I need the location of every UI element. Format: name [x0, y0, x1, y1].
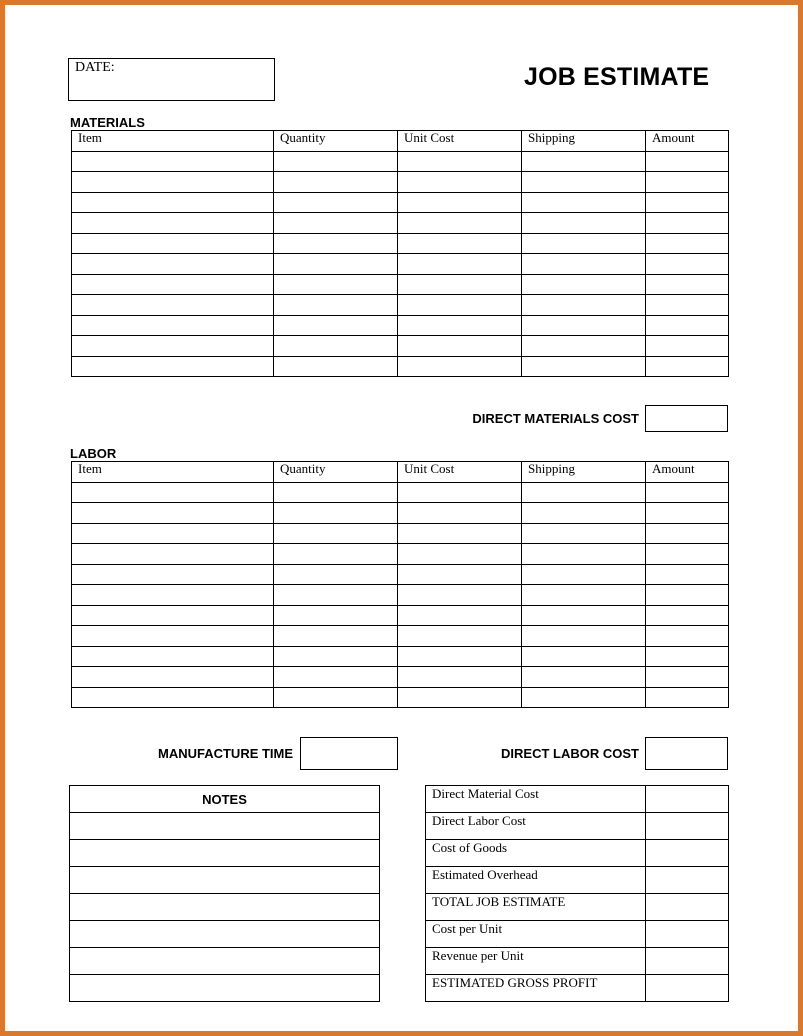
- labor-cell-unit-cost[interactable]: [398, 564, 522, 585]
- materials-cell-amount[interactable]: [646, 151, 729, 172]
- summary-row: [426, 867, 729, 894]
- materials-cell-unit-cost[interactable]: [398, 274, 522, 295]
- notes-line-field[interactable]: [70, 813, 380, 840]
- materials-cell-shipping[interactable]: [522, 336, 646, 357]
- labor-cell-unit-cost[interactable]: [398, 585, 522, 606]
- notes-table: [69, 785, 380, 1002]
- labor-row: [72, 564, 729, 585]
- notes-line: [70, 975, 380, 1002]
- labor-cell-quantity[interactable]: [274, 503, 398, 524]
- labor-cell-item[interactable]: [72, 667, 274, 688]
- labor-cell-quantity[interactable]: [274, 646, 398, 667]
- summary-value-field[interactable]: [646, 786, 729, 813]
- notes-line: [70, 867, 380, 894]
- labor-cell-item[interactable]: [72, 605, 274, 626]
- labor-row: [72, 626, 729, 647]
- materials-row: [72, 356, 729, 377]
- labor-cell-amount[interactable]: [646, 482, 729, 503]
- materials-row: [72, 213, 729, 234]
- labor-cell-item[interactable]: [72, 482, 274, 503]
- labor-cell-amount[interactable]: [646, 585, 729, 606]
- labor-cell-unit-cost[interactable]: [398, 626, 522, 647]
- materials-cell-amount[interactable]: [646, 233, 729, 254]
- labor-cell-item[interactable]: [72, 564, 274, 585]
- materials-cell-amount[interactable]: [646, 172, 729, 193]
- materials-cell-unit-cost[interactable]: [398, 172, 522, 193]
- materials-row: [72, 295, 729, 316]
- materials-cell-shipping[interactable]: [522, 315, 646, 336]
- labor-row: [72, 523, 729, 544]
- materials-cell-shipping[interactable]: [522, 274, 646, 295]
- notes-line-field[interactable]: [70, 867, 380, 894]
- labor-col-quantity: Quantity: [274, 462, 398, 483]
- materials-col-unit-cost: Unit Cost: [398, 131, 522, 152]
- materials-row: [72, 254, 729, 275]
- materials-table: [71, 130, 729, 377]
- labor-cell-item[interactable]: [72, 523, 274, 544]
- labor-cell-shipping[interactable]: [522, 626, 646, 647]
- labor-row: [72, 646, 729, 667]
- summary-row: [426, 894, 729, 921]
- notes-line: [70, 921, 380, 948]
- labor-col-shipping: Shipping: [522, 462, 646, 483]
- materials-row: [72, 274, 729, 295]
- materials-cell-shipping[interactable]: [522, 213, 646, 234]
- notes-line: [70, 813, 380, 840]
- labor-cell-amount[interactable]: [646, 503, 729, 524]
- materials-cell-unit-cost[interactable]: [398, 315, 522, 336]
- direct-labor-cost-field[interactable]: [645, 737, 728, 770]
- labor-cell-item[interactable]: [72, 585, 274, 606]
- materials-col-shipping: Shipping: [522, 131, 646, 152]
- notes-line-field[interactable]: [70, 948, 380, 975]
- labor-cell-unit-cost[interactable]: [398, 687, 522, 708]
- labor-cell-quantity[interactable]: [274, 585, 398, 606]
- materials-cell-unit-cost[interactable]: [398, 213, 522, 234]
- direct-labor-cost-label: DIRECT LABOR COST: [501, 746, 639, 761]
- materials-cell-item[interactable]: [72, 295, 274, 316]
- labor-cell-item[interactable]: [72, 687, 274, 708]
- summary-label: ESTIMATED GROSS PROFIT: [426, 975, 646, 1002]
- labor-row: [72, 687, 729, 708]
- labor-cell-amount[interactable]: [646, 523, 729, 544]
- direct-materials-cost-field[interactable]: [645, 405, 728, 432]
- labor-cell-item[interactable]: [72, 646, 274, 667]
- materials-cell-item[interactable]: [72, 274, 274, 295]
- notes-line: [70, 840, 380, 867]
- summary-label: Estimated Overhead: [426, 867, 646, 894]
- date-label: DATE:: [75, 60, 115, 75]
- summary-label: Direct Material Cost: [426, 786, 646, 813]
- summary-value-field[interactable]: [646, 813, 729, 840]
- labor-cell-unit-cost[interactable]: [398, 503, 522, 524]
- labor-cell-unit-cost[interactable]: [398, 667, 522, 688]
- materials-cell-shipping[interactable]: [522, 254, 646, 275]
- materials-row: [72, 172, 729, 193]
- labor-cell-unit-cost[interactable]: [398, 544, 522, 565]
- date-field[interactable]: [68, 58, 275, 101]
- materials-cell-item[interactable]: [72, 315, 274, 336]
- notes-header-row: [70, 786, 380, 813]
- materials-cell-quantity[interactable]: [274, 213, 398, 234]
- labor-row: [72, 503, 729, 524]
- materials-cell-unit-cost[interactable]: [398, 192, 522, 213]
- materials-cell-amount[interactable]: [646, 336, 729, 357]
- summary-label: TOTAL JOB ESTIMATE: [426, 894, 646, 921]
- summary-value-field[interactable]: [646, 948, 729, 975]
- summary-row: [426, 975, 729, 1002]
- labor-cell-shipping[interactable]: [522, 503, 646, 524]
- labor-cell-shipping[interactable]: [522, 605, 646, 626]
- materials-cell-unit-cost[interactable]: [398, 295, 522, 316]
- labor-cell-amount[interactable]: [646, 605, 729, 626]
- summary-value-field[interactable]: [646, 894, 729, 921]
- labor-row: [72, 605, 729, 626]
- labor-cell-amount[interactable]: [646, 646, 729, 667]
- materials-cell-unit-cost[interactable]: [398, 336, 522, 357]
- labor-row: [72, 544, 729, 565]
- materials-cell-quantity[interactable]: [274, 192, 398, 213]
- materials-cell-item[interactable]: [72, 172, 274, 193]
- materials-cell-quantity[interactable]: [274, 172, 398, 193]
- manufacture-time-field[interactable]: [300, 737, 398, 770]
- materials-col-item: Item: [72, 131, 274, 152]
- labor-row: [72, 482, 729, 503]
- materials-cell-item[interactable]: [72, 233, 274, 254]
- labor-cell-unit-cost[interactable]: [398, 523, 522, 544]
- labor-cell-shipping[interactable]: [522, 544, 646, 565]
- summary-value-field[interactable]: [646, 840, 729, 867]
- labor-cell-item[interactable]: [72, 544, 274, 565]
- materials-cell-shipping[interactable]: [522, 356, 646, 377]
- materials-cell-amount[interactable]: [646, 192, 729, 213]
- labor-cell-unit-cost[interactable]: [398, 605, 522, 626]
- labor-cell-amount[interactable]: [646, 564, 729, 585]
- summary-table: [425, 785, 729, 1002]
- materials-cell-shipping[interactable]: [522, 233, 646, 254]
- materials-cell-amount[interactable]: [646, 356, 729, 377]
- materials-cell-shipping[interactable]: [522, 172, 646, 193]
- direct-materials-cost-label: DIRECT MATERIALS COST: [472, 411, 639, 426]
- labor-cell-shipping[interactable]: [522, 564, 646, 585]
- labor-cell-amount[interactable]: [646, 544, 729, 565]
- summary-row: [426, 786, 729, 813]
- labor-cell-shipping[interactable]: [522, 482, 646, 503]
- form-title: JOB ESTIMATE: [524, 63, 710, 91]
- materials-cell-quantity[interactable]: [274, 315, 398, 336]
- job-estimate-form: [5, 5, 798, 1031]
- materials-cell-item[interactable]: [72, 356, 274, 377]
- labor-cell-shipping[interactable]: [522, 523, 646, 544]
- materials-cell-item[interactable]: [72, 336, 274, 357]
- materials-cell-amount[interactable]: [646, 315, 729, 336]
- summary-row: [426, 948, 729, 975]
- labor-cell-item[interactable]: [72, 626, 274, 647]
- materials-cell-quantity[interactable]: [274, 254, 398, 275]
- materials-row: [72, 315, 729, 336]
- materials-cell-shipping[interactable]: [522, 295, 646, 316]
- summary-label: Revenue per Unit: [426, 948, 646, 975]
- labor-col-unit-cost: Unit Cost: [398, 462, 522, 483]
- summary-label: Cost per Unit: [426, 921, 646, 948]
- materials-row: [72, 233, 729, 254]
- summary-row: [426, 921, 729, 948]
- labor-cell-quantity[interactable]: [274, 667, 398, 688]
- labor-cell-quantity[interactable]: [274, 605, 398, 626]
- materials-cell-amount[interactable]: [646, 295, 729, 316]
- materials-cell-amount[interactable]: [646, 213, 729, 234]
- materials-cell-quantity[interactable]: [274, 233, 398, 254]
- notes-line-field[interactable]: [70, 894, 380, 921]
- materials-cell-item[interactable]: [72, 192, 274, 213]
- labor-cell-amount[interactable]: [646, 626, 729, 647]
- materials-cell-quantity[interactable]: [274, 295, 398, 316]
- summary-value-field[interactable]: [646, 921, 729, 948]
- materials-col-amount: Amount: [646, 131, 729, 152]
- labor-cell-item[interactable]: [72, 503, 274, 524]
- summary-row: [426, 813, 729, 840]
- summary-value-field[interactable]: [646, 975, 729, 1002]
- materials-cell-shipping[interactable]: [522, 151, 646, 172]
- labor-cell-amount[interactable]: [646, 687, 729, 708]
- labor-row: [72, 585, 729, 606]
- labor-cell-quantity[interactable]: [274, 482, 398, 503]
- materials-cell-unit-cost[interactable]: [398, 233, 522, 254]
- materials-row: [72, 151, 729, 172]
- notes-line: [70, 894, 380, 921]
- notes-line-field[interactable]: [70, 840, 380, 867]
- labor-heading: LABOR: [70, 446, 117, 461]
- summary-value-field[interactable]: [646, 867, 729, 894]
- labor-cell-quantity[interactable]: [274, 626, 398, 647]
- notes-line-field[interactable]: [70, 975, 380, 1002]
- materials-cell-quantity[interactable]: [274, 151, 398, 172]
- labor-cell-shipping[interactable]: [522, 667, 646, 688]
- materials-cell-item[interactable]: [72, 151, 274, 172]
- notes-line: [70, 948, 380, 975]
- materials-heading: MATERIALS: [70, 115, 145, 130]
- labor-cell-unit-cost[interactable]: [398, 482, 522, 503]
- materials-header-row: [72, 131, 729, 152]
- labor-cell-quantity[interactable]: [274, 564, 398, 585]
- labor-row: [72, 667, 729, 688]
- materials-row: [72, 336, 729, 357]
- labor-col-amount: Amount: [646, 462, 729, 483]
- labor-cell-unit-cost[interactable]: [398, 646, 522, 667]
- labor-col-item: Item: [72, 462, 274, 483]
- materials-cell-amount[interactable]: [646, 254, 729, 275]
- labor-cell-amount[interactable]: [646, 667, 729, 688]
- materials-cell-quantity[interactable]: [274, 356, 398, 377]
- notes-heading: NOTES: [70, 786, 380, 813]
- materials-cell-unit-cost[interactable]: [398, 151, 522, 172]
- labor-cell-quantity[interactable]: [274, 523, 398, 544]
- notes-line-field[interactable]: [70, 921, 380, 948]
- summary-label: Direct Labor Cost: [426, 813, 646, 840]
- labor-cell-shipping[interactable]: [522, 585, 646, 606]
- labor-table: [71, 461, 729, 708]
- materials-cell-unit-cost[interactable]: [398, 254, 522, 275]
- summary-row: [426, 840, 729, 867]
- materials-cell-shipping[interactable]: [522, 192, 646, 213]
- labor-cell-shipping[interactable]: [522, 646, 646, 667]
- labor-cell-quantity[interactable]: [274, 687, 398, 708]
- labor-cell-shipping[interactable]: [522, 687, 646, 708]
- manufacture-time-label: MANUFACTURE TIME: [158, 746, 294, 761]
- labor-header-row: [72, 462, 729, 483]
- materials-cell-item[interactable]: [72, 213, 274, 234]
- materials-cell-unit-cost[interactable]: [398, 356, 522, 377]
- materials-cell-quantity[interactable]: [274, 336, 398, 357]
- labor-cell-quantity[interactable]: [274, 544, 398, 565]
- materials-col-quantity: Quantity: [274, 131, 398, 152]
- materials-cell-quantity[interactable]: [274, 274, 398, 295]
- materials-cell-item[interactable]: [72, 254, 274, 275]
- materials-cell-amount[interactable]: [646, 274, 729, 295]
- materials-row: [72, 192, 729, 213]
- summary-label: Cost of Goods: [426, 840, 646, 867]
